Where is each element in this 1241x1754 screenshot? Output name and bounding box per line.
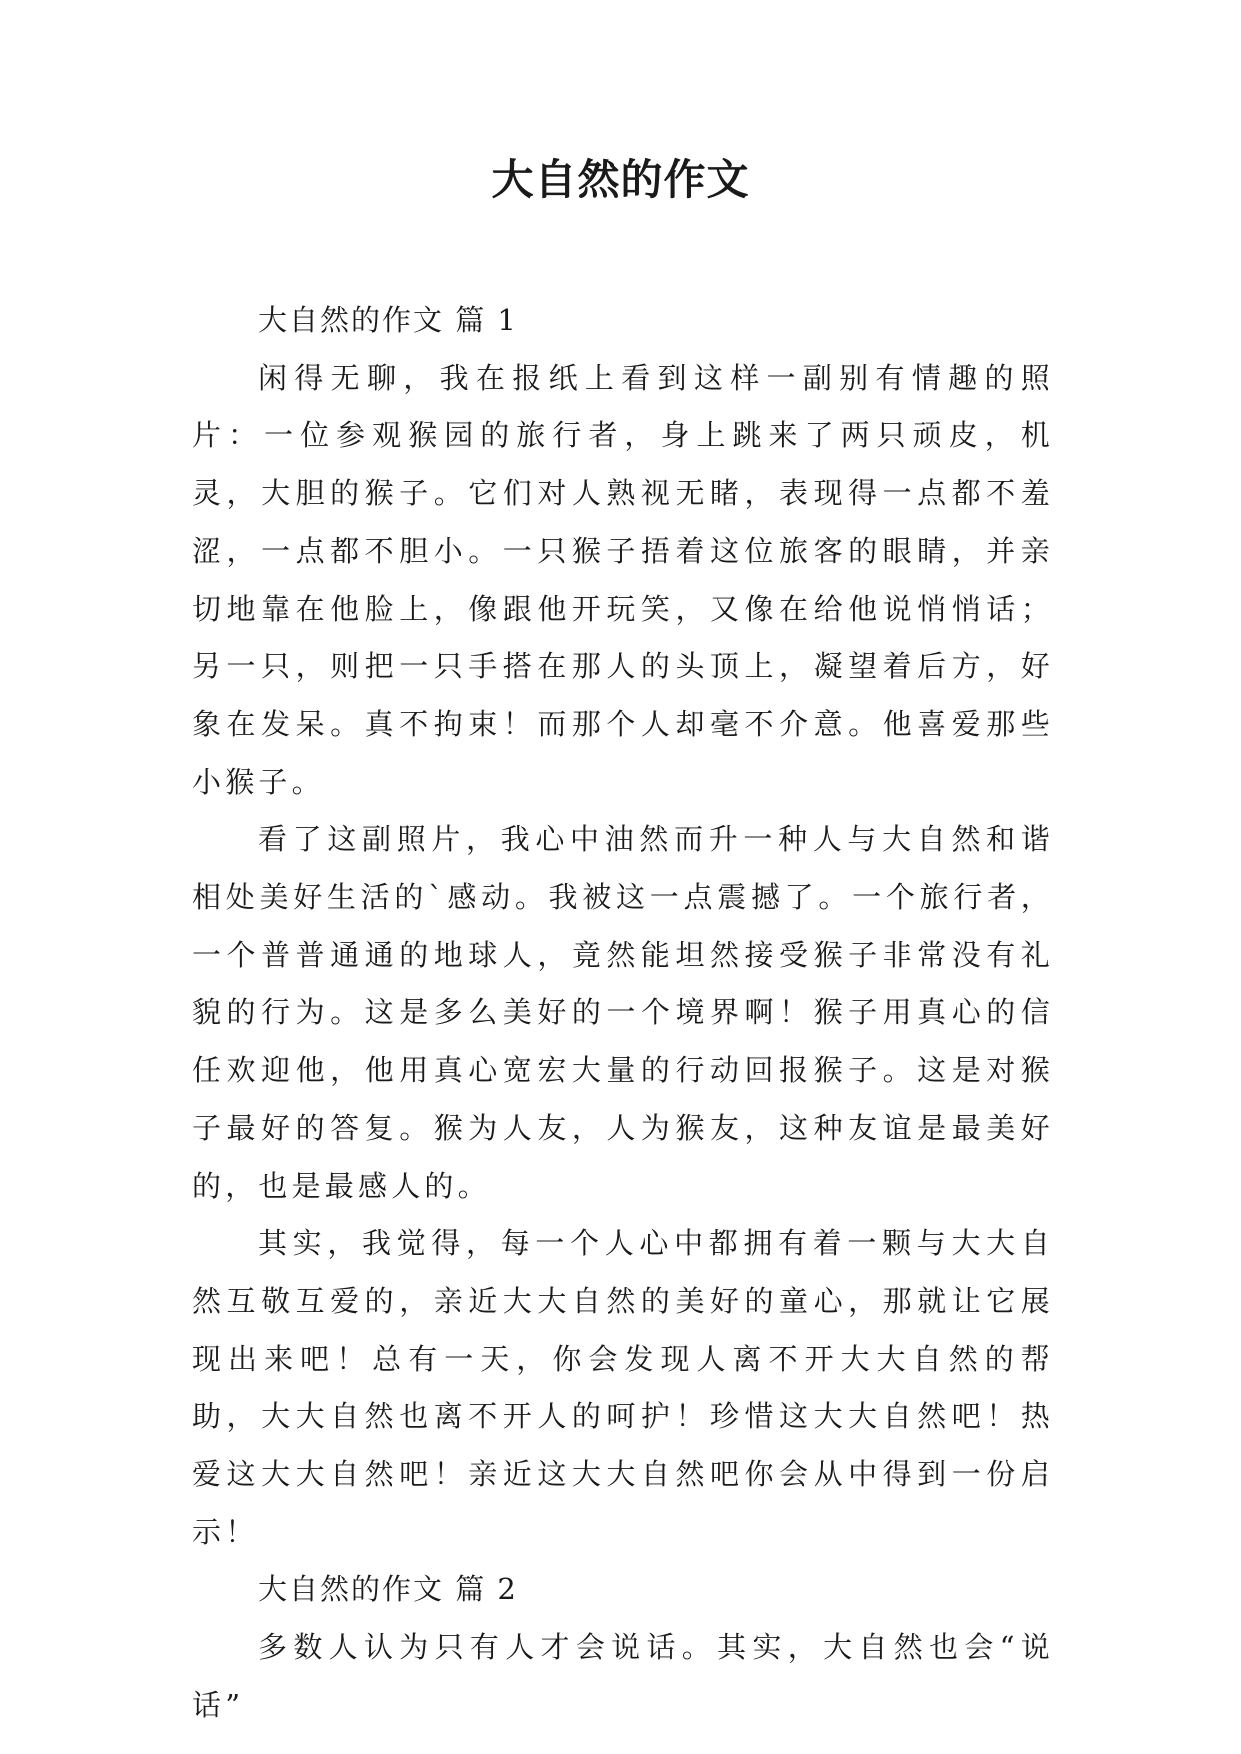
document-body bbox=[192, 292, 1054, 1735]
paragraph-1: 闲得无聊，我在报纸上看到这样一副别有情趣的照片：一位参观猴园的旅行者，身上跳来了两只顽皮，机灵，大胆的猴子。它们对人熟视无睹，表现得一点都不羞涩，一点都不胆小。一只猴子捂着这位旅客的眼睛，并亲切地靠在他脸上，像跟他开玩笑，又像在给他说悄悄话；另一只，则把一只手搭在那人的头顶上，凝望着后方，好象在发呆。真不拘束！而那个人却毫不介意。他喜爱那些小猴子。 bbox=[192, 360, 1054, 799]
paragraph-2: 看了这副照片，我心中油然而升一种人与大自然和谐相处美好生活的`感动。我被这一点震撼了。一个旅行者，一个普普通通的地球人，竟然能坦然接受猴子非常没有礼貌的行为。这是多么美好的一个境界啊！猴子用真心的信任欢迎他，他用真心宽宏大量的行动回报猴子。这是对猴子最好的答复。猴为人友，人为猴友，这种友谊是最美好的，也是最感人的。 bbox=[192, 822, 1054, 1203]
section-heading-1: 大自然的作文 篇 1 bbox=[258, 303, 518, 337]
section-heading-2: 大自然的作文 篇 2 bbox=[258, 1572, 518, 1607]
paragraph-4: 多数人认为只有人才会说话。其实，大自然也会“说话” bbox=[192, 1630, 1054, 1722]
paragraph-3: 其实，我觉得，每一个人心中都拥有着一颗与大大自然互敬互爱的，亲近大大自然的美好的童心，那就让它展现出来吧！总有一天，你会发现人离不开大大自然的帮助，大大自然也离不开人的呵护！珍惜这大大自然吧！热爱这大大自然吧！亲近这大大自然吧你会从中得到一份启示！ bbox=[192, 1226, 1054, 1549]
document-title: 大自然的作文 bbox=[491, 155, 750, 204]
